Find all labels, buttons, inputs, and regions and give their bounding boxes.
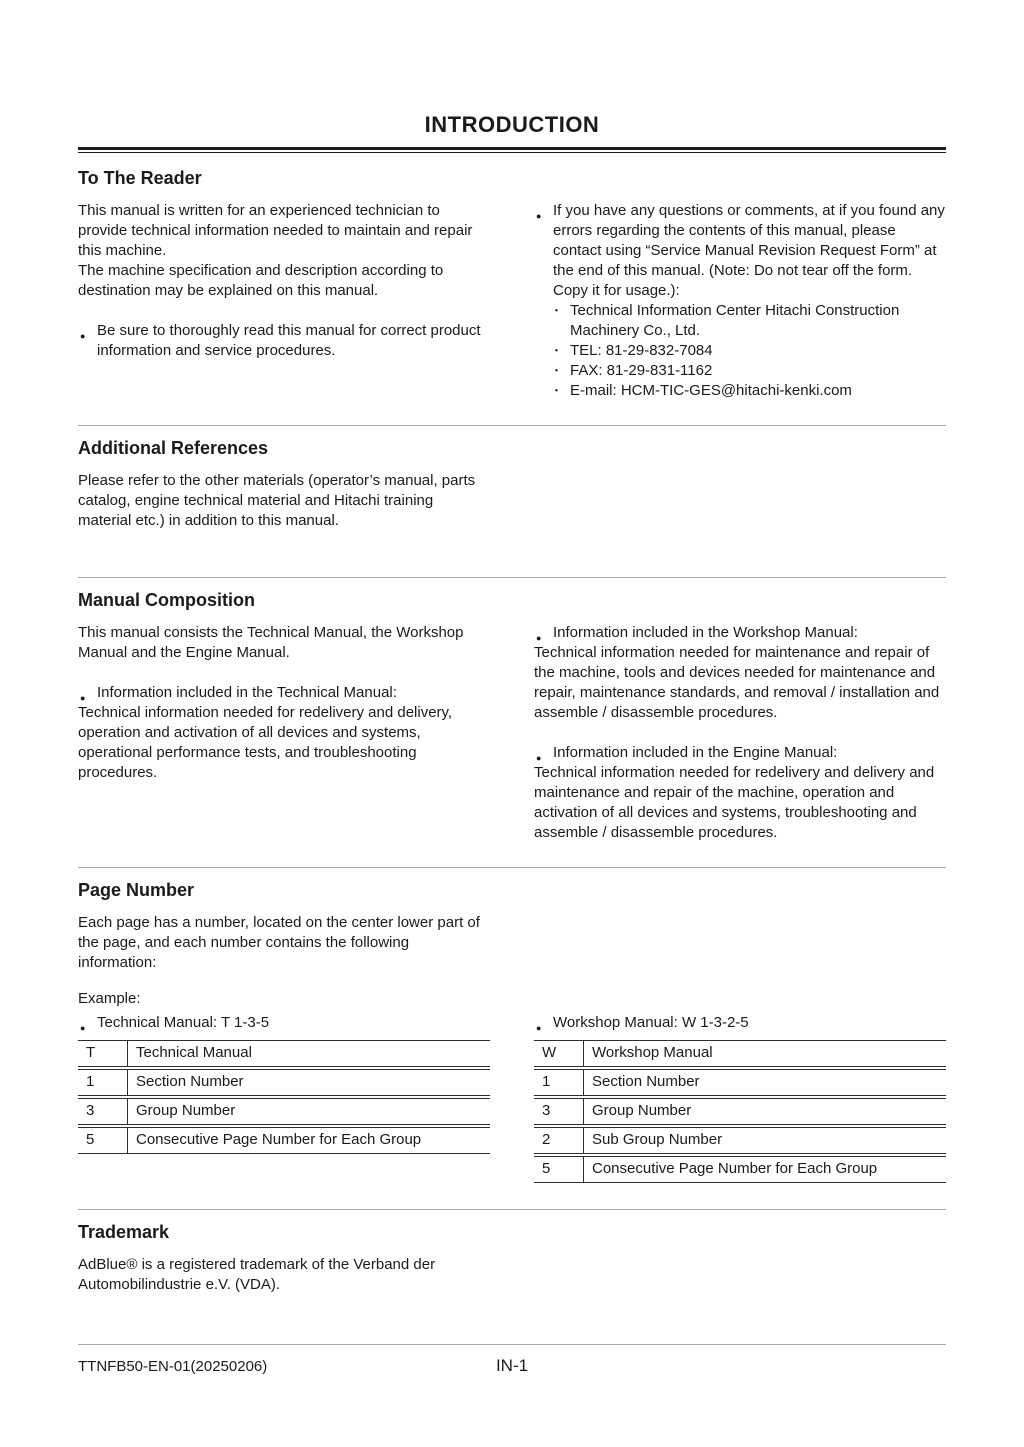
paragraph: Technical information needed for redelivery and delivery, operation and activation of all devices and systems, operational performance tests, and troubleshooting procedures.: [78, 704, 453, 781]
table-row: [78, 1098, 490, 1125]
heading-additional-references: Additional References: [78, 438, 269, 458]
title-rule: [78, 147, 946, 153]
workshop-page-number-table: [534, 1038, 946, 1185]
heading-to-the-reader: To The Reader: [78, 168, 202, 188]
manual-composition-columns: [78, 623, 946, 843]
contact-item: ・ E-mail: HCM-TIC-GES@hitachi-kenki.com: [553, 381, 946, 401]
paragraph: The machine specification and description according to destination may be explained on this manual.: [78, 262, 444, 299]
paragraph: Technical information needed for redelivery and delivery and maintenance and repair of the machine, operation and activation of all devices and systems, troubleshooting and assemble / disassemble procedures.: [534, 764, 935, 841]
code-cell: W: [534, 1040, 584, 1067]
code-cell: 5: [534, 1156, 584, 1183]
table-row: [534, 1040, 946, 1067]
description-cell: Sub Group Number: [584, 1127, 946, 1154]
table-row: [78, 1069, 490, 1096]
table-row: [534, 1098, 946, 1125]
heading-trademark: Trademark: [78, 1222, 170, 1242]
paragraph: Each page has a number, located on the center lower part of the page, and each number contains the following information:: [78, 914, 480, 971]
section-page-number: [78, 880, 946, 1185]
bullet-item: ● Information included in the Technical Manual:: [78, 683, 490, 703]
workshop-example-column: [534, 1013, 946, 1185]
code-cell: T: [78, 1040, 128, 1067]
heading-manual-composition: Manual Composition: [78, 590, 255, 610]
section-trademark: [78, 1222, 946, 1295]
bullet-item: ● Information included in the Engine Manual:: [534, 743, 946, 763]
contact-item: ・ Technical Information Center Hitachi Construction Machinery Co., Ltd.: [553, 301, 946, 341]
table-row: [534, 1156, 946, 1183]
code-cell: 1: [78, 1069, 128, 1096]
bullet-item: ● Information included in the Workshop Manual:: [534, 623, 946, 643]
section-manual-composition: [78, 590, 946, 843]
table-row: [78, 1127, 490, 1154]
description-cell: Section Number: [584, 1069, 946, 1096]
section-additional-references: [78, 438, 946, 531]
table-row: [534, 1069, 946, 1096]
description-cell: Workshop Manual: [584, 1040, 946, 1067]
contact-item: ・ TEL: 81-29-832-7084: [553, 341, 946, 361]
contact-list: [553, 301, 946, 401]
description-cell: Section Number: [128, 1069, 490, 1096]
bullet-item: ● Be sure to thoroughly read this manual for correct product information and service procedures.: [78, 321, 490, 361]
code-cell: 5: [78, 1127, 128, 1154]
paragraph: This manual consists the Technical Manual, the Workshop Manual and the Engine Manual.: [78, 624, 464, 661]
code-cell: 1: [534, 1069, 584, 1096]
section-divider: [78, 577, 946, 578]
table-row: [534, 1127, 946, 1154]
to-the-reader-columns: [78, 201, 946, 401]
description-cell: Consecutive Page Number for Each Group: [128, 1127, 490, 1154]
description-cell: Technical Manual: [128, 1040, 490, 1067]
bullet-item: ● Workshop Manual: W 1-3-2-5: [534, 1013, 946, 1033]
table-row: [78, 1040, 490, 1067]
technical-example-column: [78, 1013, 490, 1156]
page-title: INTRODUCTION: [424, 112, 600, 137]
to-the-reader-right-column: [534, 201, 946, 401]
paragraph: Please refer to the other materials (operator’s manual, parts catalog, engine technical material and Hitachi training material etc.) in addition to this manual.: [78, 472, 476, 529]
page-footer: [78, 1344, 946, 1375]
page-number-columns: [78, 1013, 946, 1185]
description-cell: Consecutive Page Number for Each Group: [584, 1156, 946, 1183]
section-divider: [78, 425, 946, 426]
paragraph: AdBlue® is a registered trademark of the Verband der Automobilindustrie e.V. (VDA).: [78, 1256, 436, 1293]
bullet-item: ● Technical Manual: T 1-3-5: [78, 1013, 490, 1033]
manual-composition-right-column: [534, 623, 946, 843]
section-divider: [78, 867, 946, 868]
section-to-the-reader: [78, 168, 946, 401]
description-cell: Group Number: [584, 1098, 946, 1125]
page-number-label: IN-1: [495, 1356, 529, 1375]
bullet-item: [534, 201, 946, 401]
heading-page-number: Page Number: [78, 880, 195, 900]
manual-composition-left-column: [78, 623, 490, 783]
paragraph: Technical information needed for maintenance and repair of the machine, tools and devices needed for maintenance and repair, maintenance standards, and removal / installation and assemble / disassemble procedures.: [534, 644, 940, 721]
code-cell: 2: [534, 1127, 584, 1154]
code-cell: 3: [534, 1098, 584, 1125]
document-code: TTNFB50-EN-01(20250206): [78, 1358, 268, 1375]
description-cell: Group Number: [128, 1098, 490, 1125]
example-label: Example:: [78, 990, 141, 1007]
contact-note-text: If you have any questions or comments, at if you found any errors regarding the contents of this manual, please contact using “Service Manual Revision Request Form” at the end of this manual. (Note: Do not tear off the form. Copy it for usage.):: [553, 202, 945, 299]
to-the-reader-left-column: [78, 201, 490, 361]
technical-page-number-table: [78, 1038, 490, 1156]
section-divider: [78, 1209, 946, 1210]
contact-item: ・ FAX: 81-29-831-1162: [553, 361, 946, 381]
code-cell: 3: [78, 1098, 128, 1125]
paragraph: This manual is written for an experienced technician to provide technical information needed to maintain and repair this machine.: [78, 202, 473, 259]
